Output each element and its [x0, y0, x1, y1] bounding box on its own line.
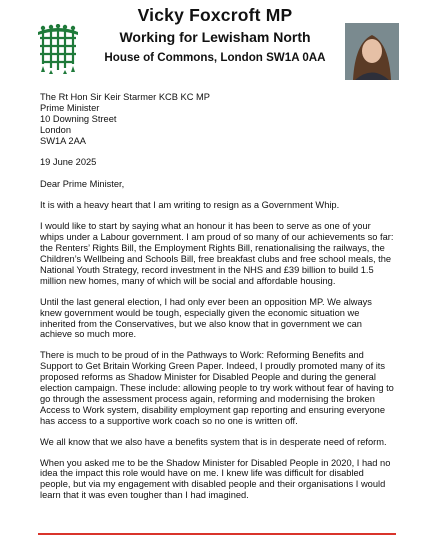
- paragraph: I would like to start by saying what an honour it has been to serve as one of your whips under a Labour government. I am proud of so many of our achievements so far: the Renters’ Rights Bill, the Employment Rights Bill, renationalising the railways, the Children’s Wellbeing and Schools Bill, free breakfast clubs and free school meals, the National Youth Strategy, record investment in the NHS and £39 billion to build 1.5 million new homes, many of which will be social and affordable housing.: [40, 221, 394, 286]
- letterhead-text: [90, 4, 340, 68]
- mp-portrait: [345, 23, 399, 80]
- recipient-line: Prime Minister: [40, 102, 100, 113]
- paragraph: When you asked me to be the Shadow Minister for Disabled People in 2020, I had no idea the impact this role would have on me. I knew life was difficult for disabled people, but via my engagement with disabled people and their organisations I would learn that it was even tougher than I had imagined.: [40, 457, 391, 501]
- letter-date: 19 June 2025: [40, 156, 97, 167]
- mp-name: Vicky Foxcroft MP: [137, 5, 293, 25]
- paragraph: Until the last general election, I had only ever been an opposition MP. We always knew government would be tough, especially given the economic situation we inherited from the Conservatives, but we also know that in government we can achieve so much more.: [40, 296, 372, 340]
- recipient-line: SW1A 2AA: [40, 135, 86, 146]
- recipient-line: The Rt Hon Sir Keir Starmer KCB KC MP: [40, 92, 210, 102]
- paragraph: It is with a heavy heart that I am writing to resign as a Government Whip.: [40, 200, 340, 211]
- portrait-image: [345, 23, 399, 80]
- portcullis-icon: [36, 24, 80, 74]
- footer-divider: [38, 533, 396, 535]
- salutation: Dear Prime Minister,: [40, 179, 125, 190]
- letterhead: [0, 0, 426, 90]
- recipient-line: London: [40, 124, 72, 135]
- constituency-line: Working for Lewisham North: [119, 29, 311, 45]
- letter-body: [40, 92, 395, 501]
- recipient-line: 10 Downing Street: [40, 113, 117, 124]
- recipient-address: [40, 92, 395, 147]
- office-address: House of Commons, London SW1A 0AA: [104, 51, 326, 64]
- paragraph: There is much to be proud of in the Pathways to Work: Reforming Benefits and Support to Get Britain Working Green Paper. Indeed, I proudly promoted many of its proposed reforms as Shadow Minister for Disabled People and during the general election campaign. These include: allowing people to try work without fear of having to go through the assessment process again, reforming and modernising the broken Access to Work system, disability employment gap reporting and ensuring everyone has access to a supportive work coach so no one is written off.: [40, 350, 394, 426]
- paragraph: We all know that we also have a benefits system that is in desperate need of reform.: [40, 436, 387, 447]
